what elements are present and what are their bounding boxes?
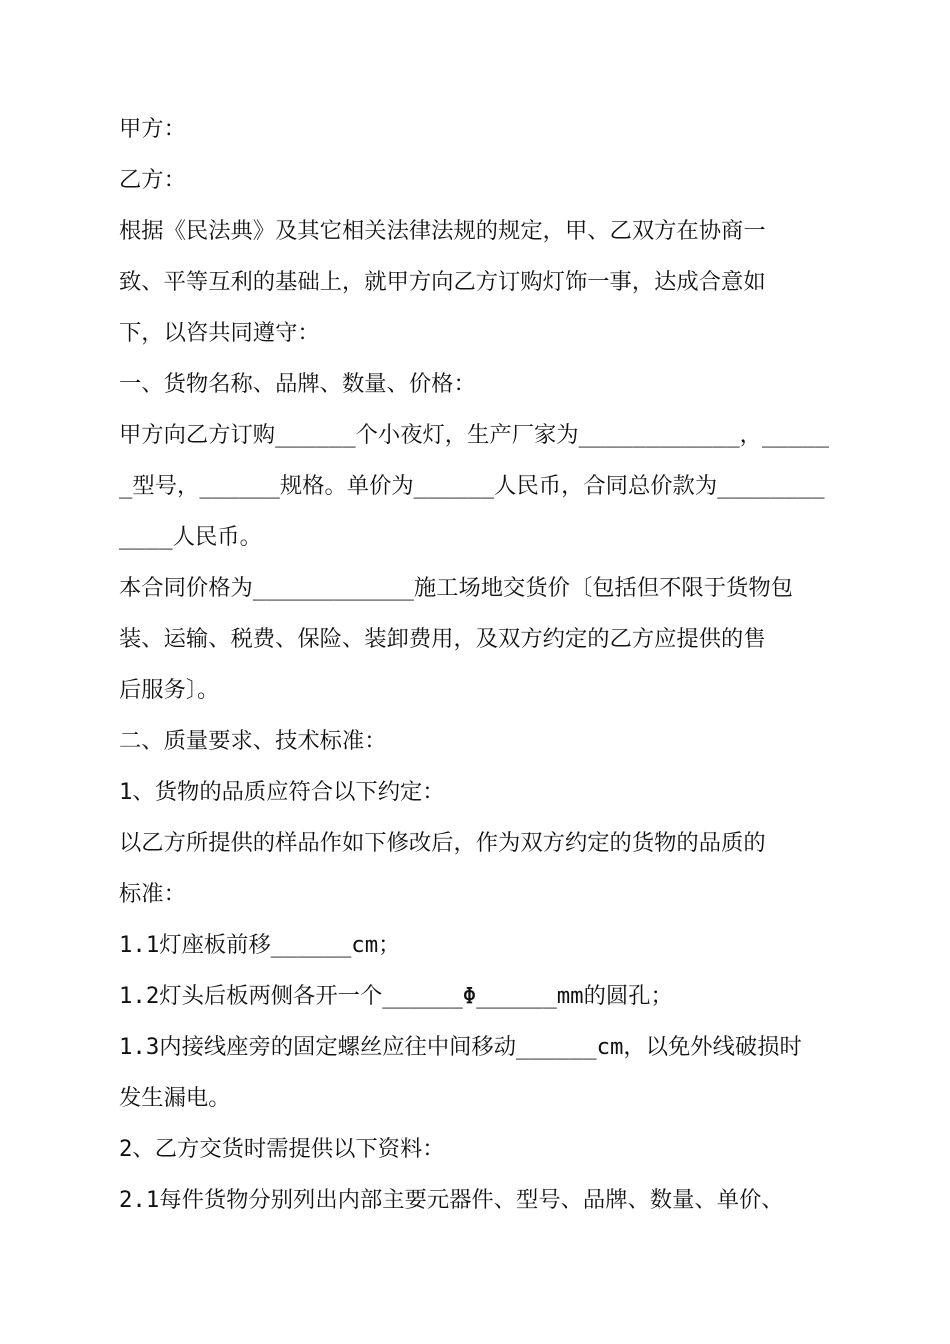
- quality-item-1-heading: 1、货物的品质应符合以下约定：: [119, 779, 445, 805]
- order-clause-line-1: 甲方向乙方订购______个小夜灯，生产厂家为____________，_____: [119, 422, 830, 448]
- price-clause-line-2: 装、运输、税费、保险、装卸费用，及双方约定的乙方应提供的售: [119, 626, 766, 652]
- section-1-heading: 一、货物名称、品牌、数量、价格：: [119, 371, 476, 397]
- section-2-heading: 二、质量要求、技术标准：: [119, 728, 387, 754]
- price-clause-line-1: 本合同价格为____________施工场地交货价〔包括但不限于货物包: [119, 575, 793, 601]
- party-a-line: 甲方：: [119, 116, 186, 142]
- quality-item-1-2: 1.2灯头后板两侧各开一个______Φ______mm的圆孔；: [119, 983, 673, 1009]
- order-clause-line-3: ____人民币。: [119, 524, 262, 550]
- quality-item-2-1: 2.1每件货物分别列出内部主要元器件、型号、品牌、数量、单价、: [119, 1187, 784, 1213]
- quality-standard-line-2: 标准：: [119, 881, 186, 907]
- quality-item-1-3-line-2: 发生漏电。: [119, 1085, 231, 1111]
- quality-item-1-1: 1.1灯座板前移______cm；: [119, 932, 401, 958]
- order-clause-line-2: _型号，______规格。单价为______人民币，合同总价款为________: [119, 473, 825, 499]
- price-clause-line-3: 后服务〕。: [119, 677, 220, 703]
- preamble-line-2: 致、平等互利的基础上，就甲方向乙方订购灯饰一事，达成合意如: [119, 269, 766, 295]
- party-b-line: 乙方：: [119, 167, 186, 193]
- preamble-line-3: 下，以咨共同遵守：: [119, 320, 320, 346]
- quality-standard-line-1: 以乙方所提供的样品作如下修改后，作为双方约定的货物的品质的: [119, 830, 766, 856]
- contract-body: [119, 104, 831, 1226]
- quality-item-2-heading: 2、乙方交货时需提供以下资料：: [119, 1136, 445, 1162]
- preamble-line-1: 根据《民法典》及其它相关法律法规的规定，甲、乙双方在协商一: [119, 218, 766, 244]
- quality-item-1-3-line-1: 1.3内接线座旁的固定螺丝应往中间移动______cm，以免外线破损时: [119, 1034, 802, 1060]
